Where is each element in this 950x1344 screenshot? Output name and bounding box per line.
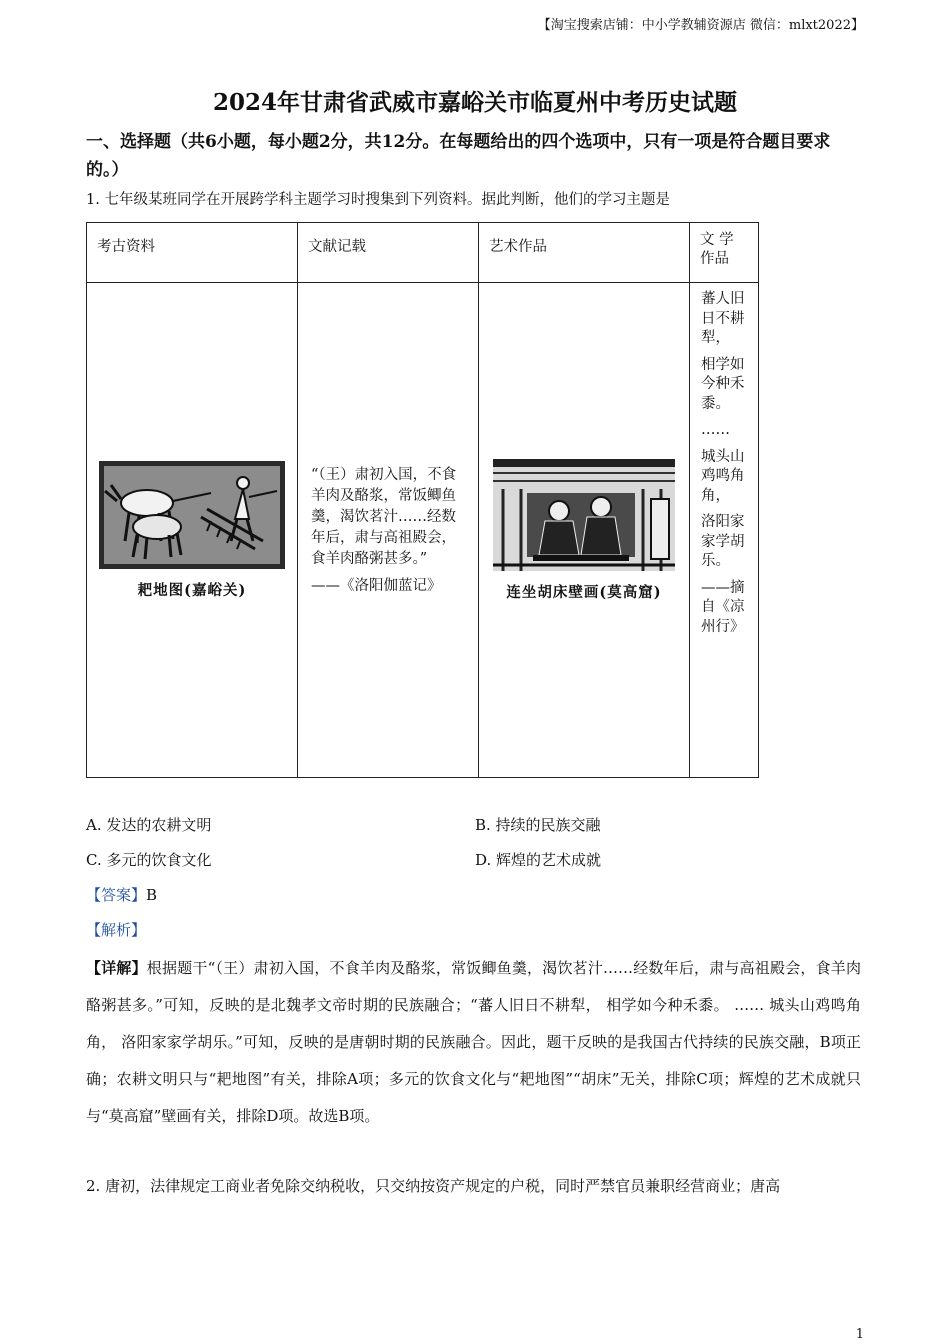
detail-explanation: [86, 950, 861, 1135]
section-heading: 一、选择题（共6小题，每小题2分，共12分。在每题给出的四个选项中，只有一项是符合题目要求的。）: [86, 132, 831, 180]
materials-table: [86, 222, 759, 778]
cell-literature: [690, 283, 759, 778]
poem-line-2: 相学如今种禾黍。: [701, 356, 745, 412]
archaeology-caption: 耙地图(嘉峪关): [137, 581, 247, 599]
cell-art: [479, 283, 690, 778]
answer-label: 【答案】: [86, 886, 147, 904]
header-note: 【淘宝搜索店铺：中小学教辅资源店 微信：mlxt2022】: [537, 18, 864, 33]
document-quote: “（王）肃初入国，不食羊肉及酪浆，常饭鲫鱼 羹，渴饮茗汁……经数年后，肃与高祖殿会，食羊肉酪粥甚多。”: [311, 467, 457, 567]
page-title: 2024年甘肃省武威市嘉峪关市临夏州中考历史试题: [212, 89, 737, 116]
poem-line-1: 蕃人旧日不耕犁，: [701, 291, 745, 346]
detail-label: 【详解】: [86, 959, 147, 977]
option-b[interactable]: B. 持续的民族交融: [475, 816, 601, 834]
cell-documents: [298, 283, 479, 778]
analysis-label: 【解析】: [86, 921, 147, 939]
header-art: 艺术作品: [479, 223, 690, 283]
option-c[interactable]: C. 多元的饮食文化: [86, 851, 212, 869]
option-a[interactable]: A. 发达的农耕文明: [86, 816, 212, 834]
art-caption: 连坐胡床壁画(莫高窟): [506, 583, 662, 601]
harrowing-mural-image: [99, 461, 285, 569]
question-1-stem: 1. 七年级某班同学在开展跨学科主题学习时搜集到下列资料。据此判断，他们的学习主题是: [86, 192, 670, 208]
page-number: 1: [855, 1327, 864, 1342]
poem-source: ——摘自《凉州行》: [701, 579, 745, 635]
cell-archaeology: [87, 283, 298, 778]
poem-line-4: 洛阳家家学胡乐。: [701, 514, 745, 569]
poem-ellipsis: ……: [701, 422, 730, 438]
detail-text: 根据题干“（王）肃初入国，不食羊肉及酪浆，常饭鲫鱼羹，渴饮茗汁……经数年后，肃与高祖殿会，食羊肉酪粥甚多。”可知，反映的是北魏孝文帝时期的民族融合；“蕃人旧日不耕犁， 相学如今种禾黍。 …… 城头山鸡鸣角角， 洛阳家家学胡乐。”可知，反映的是唐朝时期的民族融合。因此，题干反映的是我国古代持续的民族交融，B项正确；农耕文明只与“耙地图”有关，排除A项；多元的饮食文化与“耙地图”“胡床”无关，排除C项；辉煌的艺术成就只与“莫高窟”壁画有关，排除D项。故选B项。: [86, 959, 861, 1125]
hu-bed-mural-image: [493, 459, 675, 571]
question-2-stem: 2. 唐初，法律规定工商业者免除交纳税收，只交纳按资产规定的户税，同时严禁官员兼职经营商业；唐高: [86, 1177, 781, 1195]
answer-value: B: [146, 886, 158, 904]
document-source: ——《洛阳伽蓝记》: [311, 578, 442, 594]
answer-line: [86, 884, 157, 905]
poem-line-3: 城头山鸡鸣角角，: [701, 448, 745, 504]
header-literature: 文 学作品: [690, 223, 759, 283]
header-archaeology: 考古资料: [87, 223, 298, 283]
header-documents: 文献记载: [298, 223, 479, 283]
option-d[interactable]: D. 辉煌的艺术成就: [475, 851, 602, 869]
